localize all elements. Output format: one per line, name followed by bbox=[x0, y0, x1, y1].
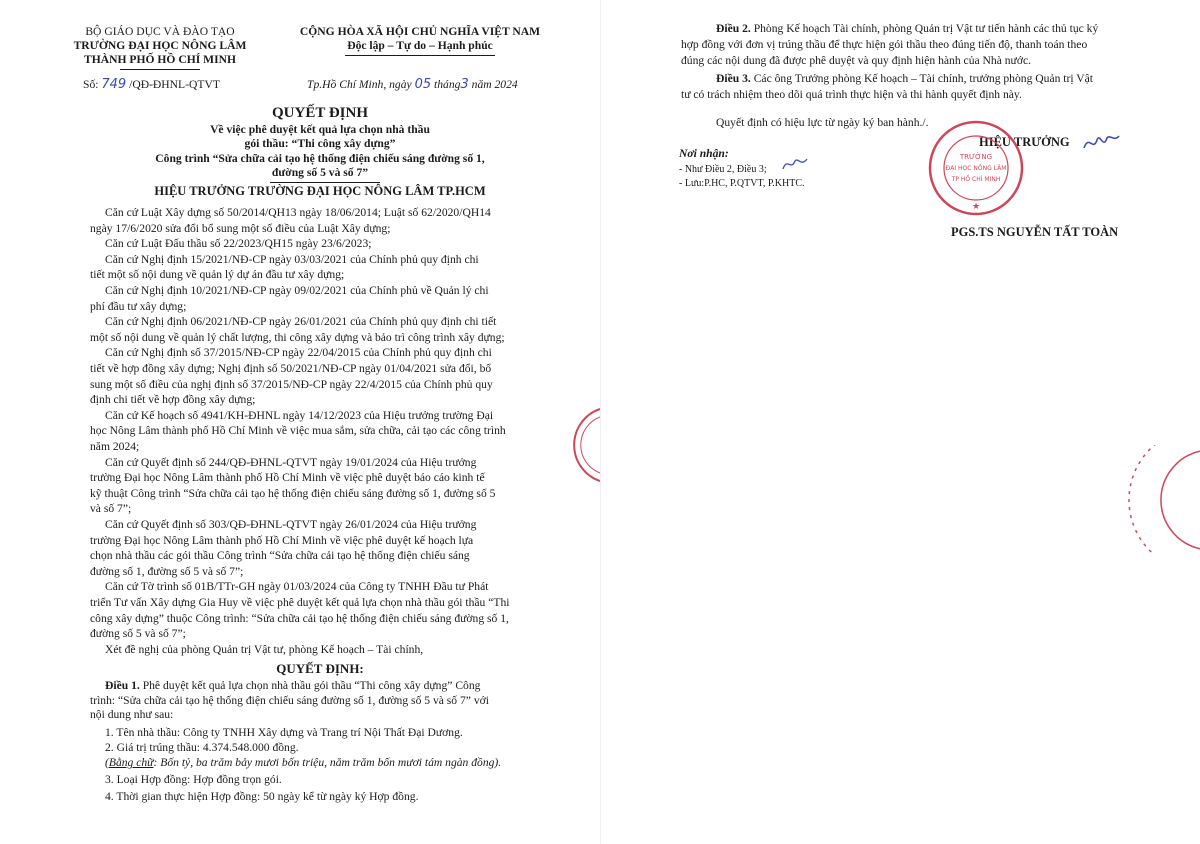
document-title: QUYẾT ĐỊNH bbox=[272, 105, 368, 121]
preamble-line: đường số 1, đường số 5 và số 7”; bbox=[90, 564, 244, 578]
effective-clause: Quyết định có hiệu lực từ ngày ký ban hành./. bbox=[716, 116, 929, 129]
article3-line2: tư có trách nhiệm theo dõi quá trình thực hiện và thi hành quyết định này. bbox=[681, 88, 1022, 101]
seal-star-icon: ★ bbox=[971, 201, 981, 211]
preamble-line: Căn cứ Tờ trình số 01B/TTr-GH ngày 01/03/2024 của Công ty TNHH Đầu tư Phát bbox=[105, 580, 489, 594]
document-page-right bbox=[600, 0, 1200, 844]
article3-line1: Điều 3. Các ông Trưởng phòng Kế hoạch – Tài chính, trưởng phòng Quản trị Vật bbox=[716, 72, 1094, 85]
university-name-line1: TRƯỜNG ĐẠI HỌC NÔNG LÂM bbox=[73, 39, 247, 52]
preamble-line: học Nông Lâm thành phố Hồ Chí Minh về việc mua sắm, sửa chữa, cải tạo các công trình bbox=[90, 424, 506, 438]
document-date: Tp.Hồ Chí Minh, ngày 05 tháng3 năm 2024 bbox=[307, 77, 518, 92]
preamble-line: Căn cứ Luật Xây dựng số 50/2014/QH13 ngày 18/06/2014; Luật số 62/2020/QH14 bbox=[105, 206, 491, 219]
article1-line2: trình: “Sửa chữa cải tạo hệ thống điện chiếu sáng đường số 1, đường số 5 và số 7” với bbox=[90, 694, 489, 707]
seal-line1: TRƯỜNG bbox=[959, 153, 993, 161]
university-name-line2: THÀNH PHỐ HỒ CHÍ MINH bbox=[83, 53, 236, 66]
preamble-line: Căn cứ Nghị định 06/2021/NĐ-CP ngày 26/01/2021 của Chính phủ quy định chi tiết bbox=[105, 315, 497, 329]
preamble-line: trường Đại học Nông Lâm thành phố Hồ Chí Minh về việc phê duyệt báo cáo kinh tế bbox=[90, 471, 485, 485]
preamble-line: Căn cứ Luật Đấu thầu số 22/2023/QH15 ngày 23/6/2023; bbox=[105, 237, 372, 251]
subject-underline bbox=[270, 182, 380, 183]
seal-line3: TP HỒ CHÍ MINH bbox=[951, 176, 1001, 183]
ministry-name: BỘ GIÁO DỤC VÀ ĐÀO TẠO bbox=[85, 25, 235, 38]
preamble-line: chọn nhà thầu các gói thầu Công trình “Sửa chữa cải tạo hệ thống điện chiếu sáng bbox=[90, 549, 470, 563]
header-underline-left bbox=[120, 69, 200, 70]
preamble-line: Căn cứ Quyết định số 303/QĐ-ĐHNL-QTVT ngày 26/01/2024 của Hiệu trưởng bbox=[105, 518, 477, 531]
preamble-line: Căn cứ Kế hoạch số 4941/KH-ĐHNL ngày 14/12/2023 của Hiệu trưởng trường Đại bbox=[105, 408, 494, 422]
preamble-line: triển Tư vấn Xây dựng Gia Huy về việc phê duyệt kết quả lựa chọn nhà thầu gói thầu “Thi bbox=[90, 596, 510, 609]
article2-line2: hợp đồng với đơn vị trúng thầu để thực hiện gói thầu theo đúng tiến độ, thanh toán theo bbox=[681, 38, 1088, 51]
preamble-line: sung một số điều của nghị định số 37/2015/NĐ-CP ngày 22/4/2015 của Chính phủ quy bbox=[90, 377, 493, 391]
seal-line2: ĐẠI HỌC NÔNG LÂM bbox=[945, 165, 1007, 172]
preamble-line: Căn cứ Nghị định 15/2021/NĐ-CP ngày 03/03/2021 của Chính phủ quy định chi bbox=[105, 252, 479, 266]
preamble-line: định chi tiết về hợp đồng xây dựng; bbox=[90, 393, 256, 407]
preamble-line: đường số 5 và số 7”; bbox=[90, 627, 186, 641]
preamble-line: tiết một số nội dung về quản lý dự án đầu tư xây dựng; bbox=[90, 268, 345, 282]
preamble-line: Căn cứ Nghị định 10/2021/NĐ-CP ngày 09/02/2021 của Chính phủ về Quản lý chi bbox=[105, 284, 489, 297]
decision-heading: QUYẾT ĐỊNH: bbox=[276, 661, 364, 676]
article1-line1: Điều 1. Phê duyệt kết quả lựa chọn nhà thầu gói thầu “Thi công xây dựng” Công bbox=[105, 679, 481, 692]
partial-seal-right bbox=[1111, 445, 1200, 555]
preamble-line: Xét đề nghị của phòng Quản trị Vật tư, phòng Kế hoạch – Tài chính, bbox=[105, 642, 424, 656]
preamble-line: ngày 17/6/2020 sửa đổi bổ sung một số điều của Luật Xây dựng; bbox=[90, 221, 391, 235]
partial-seal-left bbox=[562, 405, 600, 485]
preamble-line: một số nội dung về quản lý chất lượng, thi công xây dựng và bảo trì công trình xây dựng; bbox=[90, 330, 505, 344]
article2-line3: đúng các nội dung đã được phê duyệt và quy định hiện hành của Nhà nước. bbox=[681, 54, 1032, 67]
preamble-line: năm 2024; bbox=[90, 440, 140, 453]
article2-line1: Điều 2. Phòng Kế hoạch Tài chính, phòng Quản trị Vật tư tiến hành các thủ tục ký bbox=[716, 22, 1099, 35]
recipient-2: - Lưu:P.HC, P.QTVT, P.KHTC. bbox=[679, 178, 805, 189]
initials-mark bbox=[781, 155, 809, 173]
signer-name: PGS.TS NGUYỄN TẤT TOÀN bbox=[951, 225, 1119, 239]
recipients-label: Nơi nhận: bbox=[679, 147, 729, 160]
national-motto: Độc lập – Tự do – Hạnh phúc bbox=[347, 39, 493, 52]
list-item-contractor: 1. Tên nhà thầu: Công ty TNHH Xây dựng và Trang trí Nội Thất Đại Dương. bbox=[105, 726, 463, 739]
subject-line3: Công trình “Sửa chữa cải tạo hệ thống điện chiếu sáng đường số 1, bbox=[155, 152, 485, 165]
signer-title: HIỆU TRƯỞNG bbox=[979, 135, 1070, 149]
official-seal bbox=[926, 118, 1026, 218]
header-underline-right bbox=[345, 55, 495, 56]
list-item-duration: 4. Thời gian thực hiện Hợp đồng: 50 ngày kể từ ngày ký Hợp đồng. bbox=[105, 790, 419, 803]
article1-line3: nội dung như sau: bbox=[90, 708, 174, 721]
recipient-1: - Như Điều 2, Điều 3; bbox=[679, 164, 767, 175]
subject-line1: Về việc phê duyệt kết quả lựa chọn nhà thầu bbox=[210, 123, 430, 136]
preamble-line: Căn cứ Nghị định số 37/2015/NĐ-CP ngày 22/04/2015 của Chính phủ quy định chi bbox=[105, 346, 492, 360]
preamble-line: Căn cứ Quyết định số 244/QĐ-ĐHNL-QTVT ngày 19/01/2024 của Hiệu trưởng bbox=[105, 455, 477, 469]
preamble-line: trường Đại học Nông Lâm thành phố Hồ Chí Minh về việc phê duyệt kế hoạch lựa bbox=[90, 533, 474, 547]
list-item-contract-type: 3. Loại Hợp đồng: Hợp đồng trọn gói. bbox=[105, 773, 282, 786]
authority-heading: HIỆU TRƯỞNG TRƯỜNG ĐẠI HỌC NÔNG LÂM TP.HCM bbox=[154, 184, 486, 198]
preamble-line: phí đầu tư xây dựng; bbox=[90, 299, 187, 313]
document-number: Số: 749 /QĐ-ĐHNL-QTVT bbox=[83, 77, 220, 92]
handwritten-signature bbox=[1081, 128, 1121, 158]
subject-line2: gói thầu: “Thi công xây dựng” bbox=[244, 137, 396, 150]
preamble-line: công xây dựng” thuộc Công trình: “Sửa chữa cải tạo hệ thống điện chiếu sáng đường số 1, bbox=[90, 611, 509, 625]
preamble-line: và số 7”; bbox=[90, 502, 132, 516]
preamble-line: tiết về hợp đồng xây dựng; Nghị định số 50/2021/NĐ-CP ngày 01/04/2021 sửa đổi, bổ bbox=[90, 362, 492, 375]
preamble-line: kỹ thuật Công trình “Sửa chữa cải tạo hệ thống điện chiếu sáng đường số 1, đường số 5 bbox=[90, 486, 496, 500]
value-in-words: (Bằng chữ: Bốn tỷ, ba trăm bảy mươi bốn triệu, năm trăm bốn mươi tám ngàn đồng). bbox=[105, 756, 502, 769]
national-title: CỘNG HÒA XÃ HỘI CHỦ NGHĨA VIỆT NAM bbox=[299, 25, 541, 38]
list-item-value: 2. Giá trị trúng thầu: 4.374.548.000 đồng. bbox=[105, 741, 299, 754]
subject-line4: đường số 5 và số 7” bbox=[271, 166, 369, 179]
